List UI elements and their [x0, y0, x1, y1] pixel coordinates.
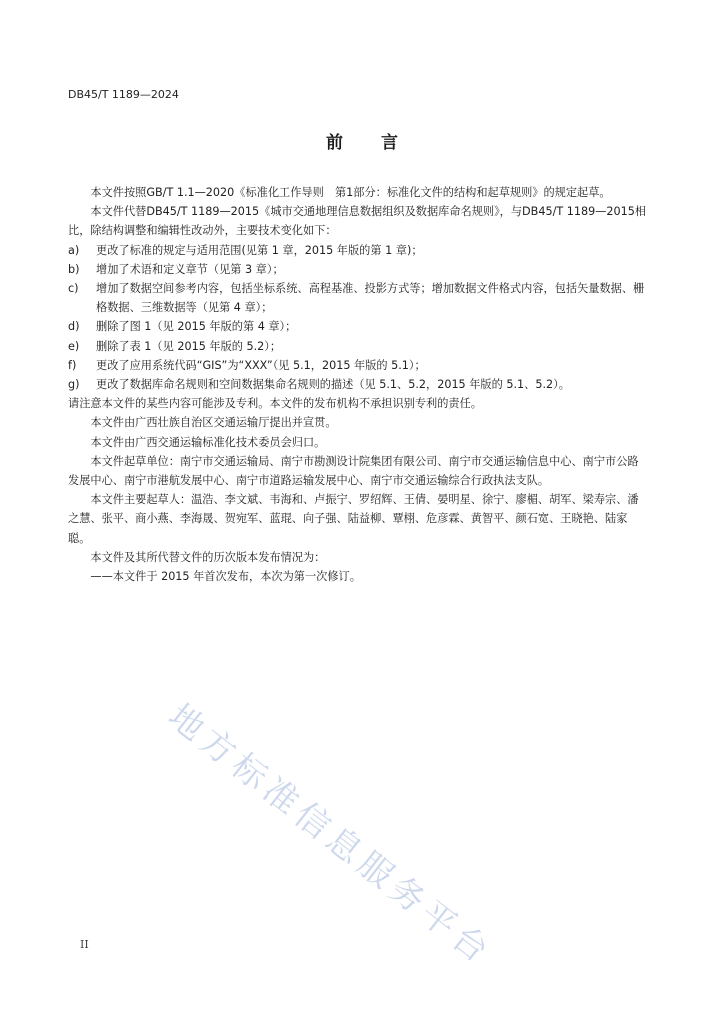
list-item	[68, 317, 648, 336]
list-item	[68, 241, 648, 260]
list-item-text: 增加了术语和定义章节（见第 3 章）；	[96, 262, 284, 276]
paragraph-proposer: 本文件由广西壮族自治区交通运输厅提出并宣贯。	[90, 416, 337, 430]
paragraph-drafting-units: 本文件起草单位：南宁市交通运输局、南宁市勘测设计院集团有限公司、南宁市交通运输信息中心、南宁市公路发展中心、南宁市港航发展中心、南宁市道路运输发展中心、南宁市交通运输综合行政执法支队。	[68, 454, 639, 488]
list-item-label: d)	[68, 320, 80, 334]
list-item-label: g)	[68, 378, 80, 392]
list-item-label: e)	[68, 339, 80, 353]
paragraph-committee: 本文件由广西交通运输标准化技术委员会归口。	[90, 435, 326, 449]
list-item	[68, 337, 648, 356]
paragraph-drafters: 本文件主要起草人：温浩、李文斌、韦海和、卢振宁、罗绍辉、王倩、晏明星、徐宁、廖楣、胡军、梁寿宗、潘之慧、张平、商小燕、李海晟、贺宛军、蓝琨、向子强、陆益柳、覃栩、危彦霖、黄智平、颜石宽、王晓艳、陆家聪。	[68, 493, 639, 545]
paragraph-patent-notice: 请注意本文件的某些内容可能涉及专利。本文件的发布机构不承担识别专利的责任。	[68, 397, 482, 411]
paragraph-replaces: 本文件代替DB45/T 1189—2015《城市交通地理信息数据组织及数据库命名规则》，与DB45/T 1189—2015相比，除结构调整和编辑性改动外，主要技术变化如下：	[68, 205, 647, 238]
list-item	[68, 356, 648, 375]
list-item-label: b)	[68, 262, 80, 276]
page-title: 前言	[326, 133, 436, 153]
watermark: 地方标准信息服务平台	[160, 696, 501, 975]
list-item-text: 删除了表 1（见 2015 年版的 5.2）；	[96, 339, 282, 353]
list-item	[68, 375, 648, 394]
list-item-label: a)	[68, 243, 80, 257]
list-item	[68, 260, 648, 279]
list-item-text: 更改了应用系统代码“GIS”为“XXX”（见 5.1，2015 年版的 5.1）；	[96, 358, 426, 372]
list-item-label: c)	[68, 282, 79, 296]
paragraph-history: 本文件及其所代替文件的历次版本发布情况为：	[90, 550, 326, 564]
list-item	[68, 279, 648, 317]
page-number: II	[80, 938, 89, 951]
list-item-label: f)	[68, 358, 77, 372]
document-code: DB45/T 1189—2024	[68, 88, 179, 101]
paragraph-history-item: ——本文件于 2015 年首次发布，本次为第一次修订。	[90, 570, 361, 584]
list-item-text: 更改了数据库命名规则和空间数据集命名规则的描述（见 5.1、5.2，2015 年版的 5.1、5.2）。	[96, 378, 570, 392]
list-item-text: 更改了标准的规定与适用范围(见第 1 章，2015 年版的第 1 章)；	[96, 243, 423, 257]
list-item-text: 增加了数据空间参考内容，包括坐标系统、高程基准、投影方式等；增加数据文件格式内容，包括矢量数据、栅格数据、三维数据等（见第 4 章）；	[96, 282, 645, 315]
list-item-text: 删除了图 1（见 2015 年版的第 4 章）；	[96, 320, 297, 334]
foreword-body	[68, 183, 648, 586]
paragraph-drafting-basis: 本文件按照GB/T 1.1—2020《标准化工作导则 第1部分：标准化文件的结构和起草规则》的规定起草。	[90, 186, 611, 199]
